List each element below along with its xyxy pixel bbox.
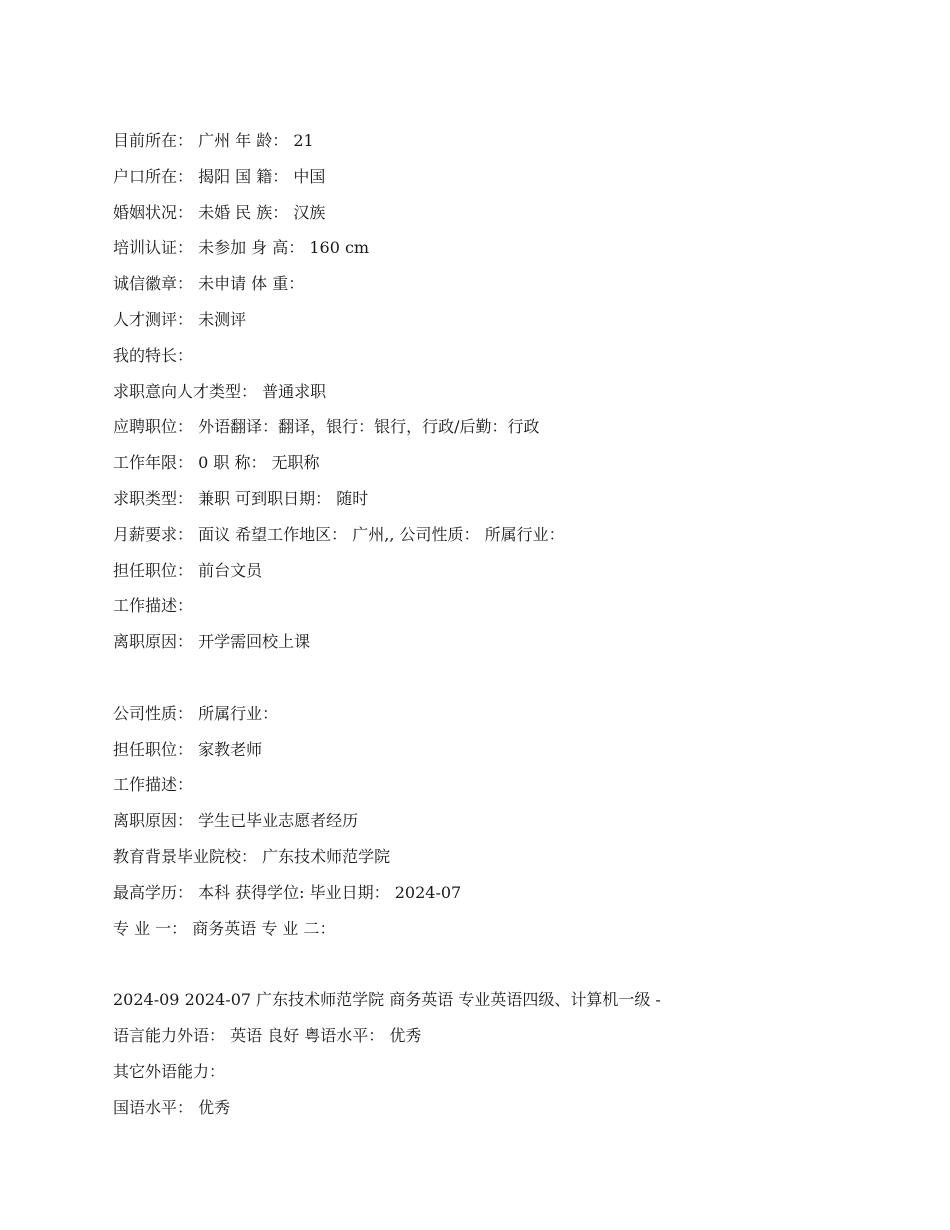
text-line-education-record: 2024-09 2024-07 广东技术师范学院 商务英语 专业英语四级、计算机一级 - bbox=[113, 990, 661, 1010]
text-line-job-description-2: 工作描述： bbox=[113, 775, 194, 795]
text-line-applied-positions: 应聘职位： 外语翻译：翻译，银行：银行，行政/后勤：行政 bbox=[113, 417, 540, 437]
text-line-education-degree: 最高学历： 本科 获得学位: 毕业日期： 2024-07 bbox=[113, 882, 462, 902]
text-line-language-ability: 语言能力外语： 英语 良好 粤语水平： 优秀 bbox=[113, 1025, 422, 1045]
text-line-company-industry-2: 公司性质： 所属行业： bbox=[113, 703, 279, 723]
spacer bbox=[113, 660, 893, 696]
text-line-badge-weight: 诚信徽章： 未申请 体 重： bbox=[113, 274, 305, 294]
text-line-marital-ethnicity: 婚姻状况： 未婚 民 族： 汉族 bbox=[113, 202, 326, 222]
text-line-hukou-nationality: 户口所在： 揭阳 国 籍： 中国 bbox=[113, 166, 326, 186]
text-line-job-intent-type: 求职意向人才类型： 普通求职 bbox=[113, 381, 327, 401]
text-line-training-height: 培训认证： 未参加 身 高： 160 cm bbox=[113, 238, 370, 258]
text-line-leave-reason-1: 离职原因： 开学需回校上课 bbox=[113, 632, 311, 652]
text-line-position-2: 担任职位： 家教老师 bbox=[113, 739, 263, 759]
text-line-work-years-title: 工作年限： 0 职 称： 无职称 bbox=[113, 453, 320, 473]
text-line-majors: 专 业 一： 商务英语 专 业 二： bbox=[113, 918, 336, 938]
resume-document bbox=[113, 123, 893, 1125]
text-line-location-age: 目前所在： 广州 年 龄： 21 bbox=[113, 131, 314, 150]
text-line-other-languages: 其它外语能力： bbox=[113, 1061, 226, 1081]
text-line-leave-reason-2: 离职原因： 学生已毕业志愿者经历 bbox=[113, 811, 359, 831]
text-line-mandarin-level: 国语水平： 优秀 bbox=[113, 1097, 231, 1117]
text-line-education-school: 教育背景毕业院校： 广东技术师范学院 bbox=[113, 846, 391, 866]
text-line-salary-region: 月薪要求： 面议 希望工作地区： 广州,, 公司性质： 所属行业： bbox=[113, 524, 565, 544]
text-line-job-type-availability: 求职类型： 兼职 可到职日期： 随时 bbox=[113, 488, 369, 508]
text-line-position-1: 担任职位： 前台文员 bbox=[113, 560, 263, 580]
text-line-job-description-1: 工作描述： bbox=[113, 596, 194, 616]
spacer bbox=[113, 946, 893, 982]
text-line-assessment: 人才测评： 未测评 bbox=[113, 309, 247, 329]
text-line-specialty: 我的特长： bbox=[113, 345, 194, 365]
